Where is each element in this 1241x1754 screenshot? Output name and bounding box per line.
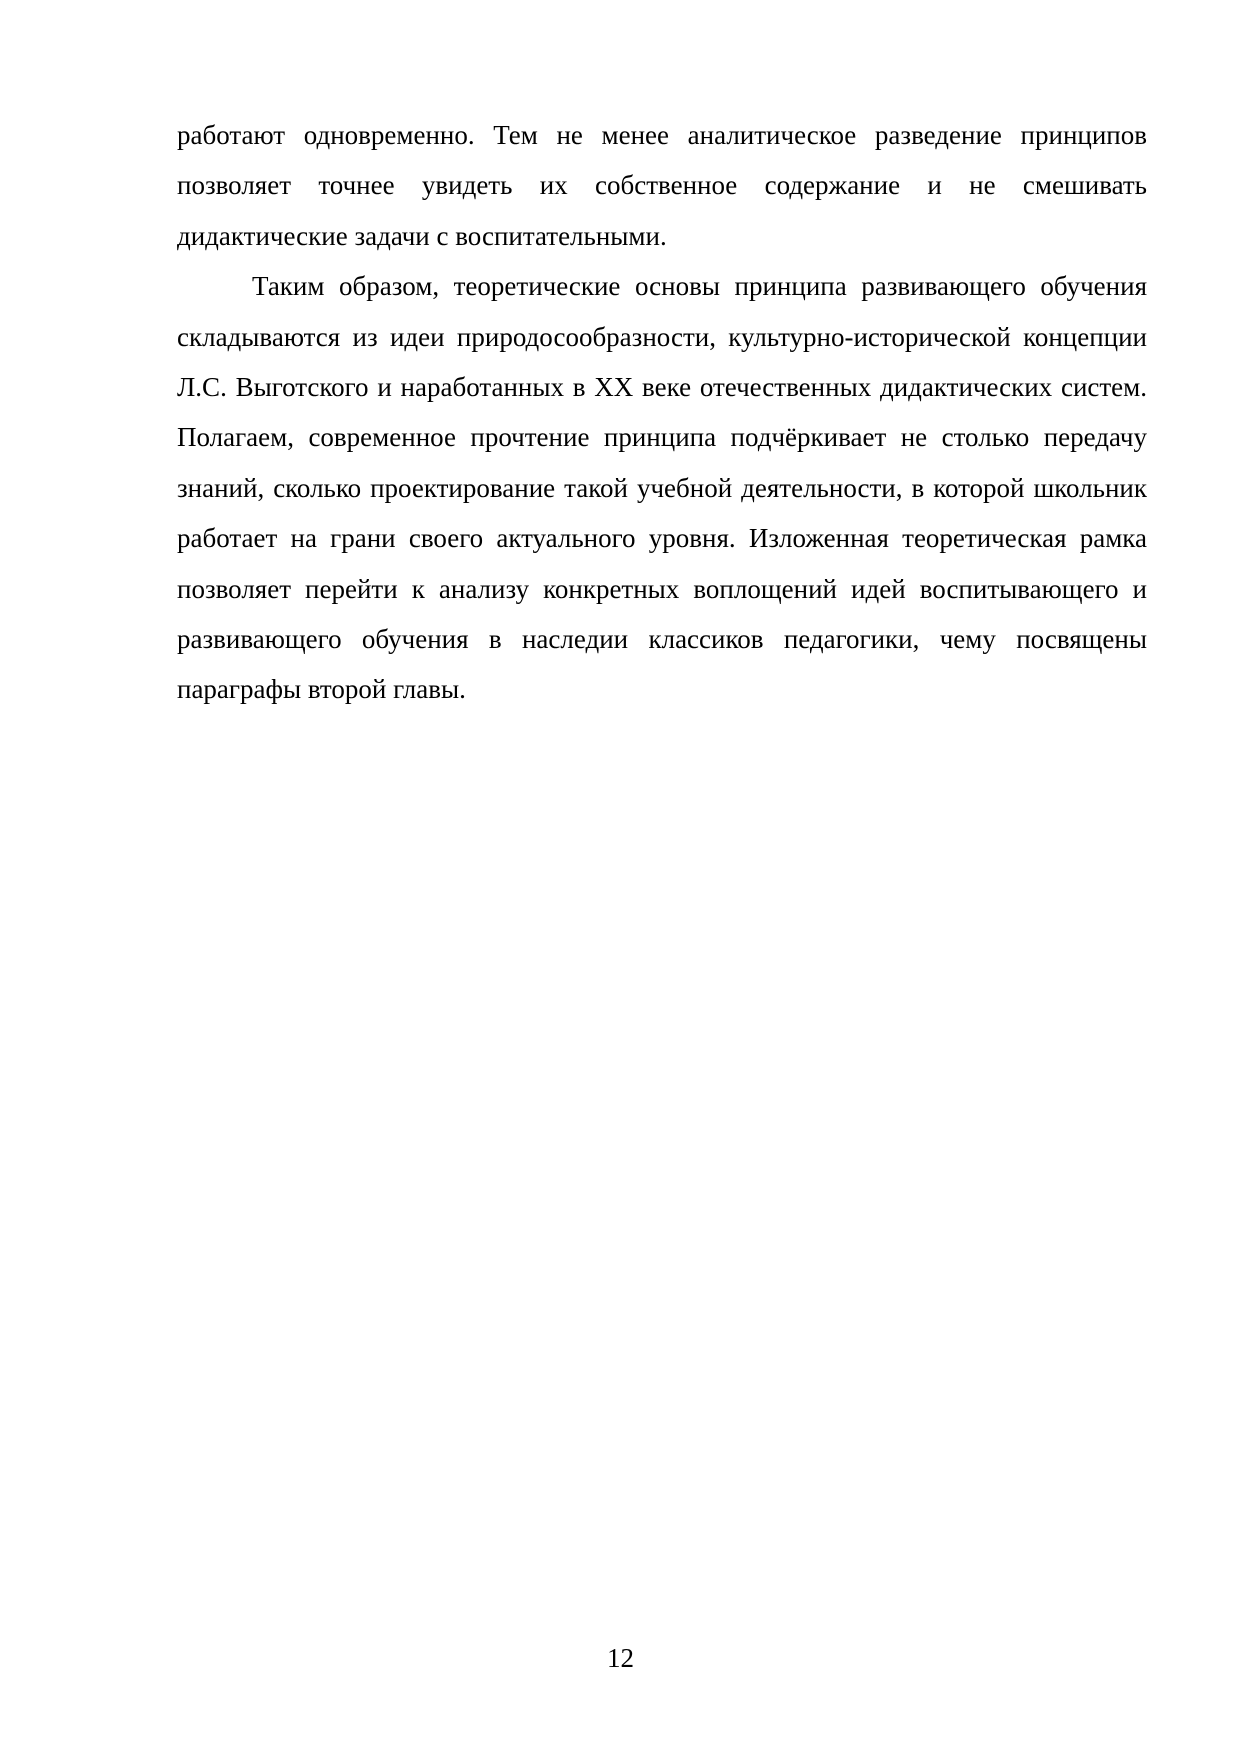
paragraph-continuation: работают одновременно. Тем не менее аналитическое разведение принципов позволяет точнее увидеть их собственное содержание и не смешивать дидактические задачи с воспитательными. [177, 120, 1147, 251]
paragraph-conclusion: Таким образом, теоретические основы принципа развивающего обучения складываются из идеи природосообразности, культурно-исторической концепции Л.С. Выготского и наработанных в XX веке отечественных дидактических систем. Полагаем, современное прочтение принципа подчёркивает не столько передачу знаний, сколько проектирование такой учебной деятельности, в которой школьник работает на грани своего актуального уровня. Изложенная теоретическая рамка позволяет перейти к анализу конкретных воплощений идей воспитывающего и развивающего обучения в наследии классиков педагогики, чему посвящены параграфы второй главы. [177, 271, 1147, 705]
page-number: 12 [607, 1643, 634, 1673]
body-text [177, 110, 1147, 715]
